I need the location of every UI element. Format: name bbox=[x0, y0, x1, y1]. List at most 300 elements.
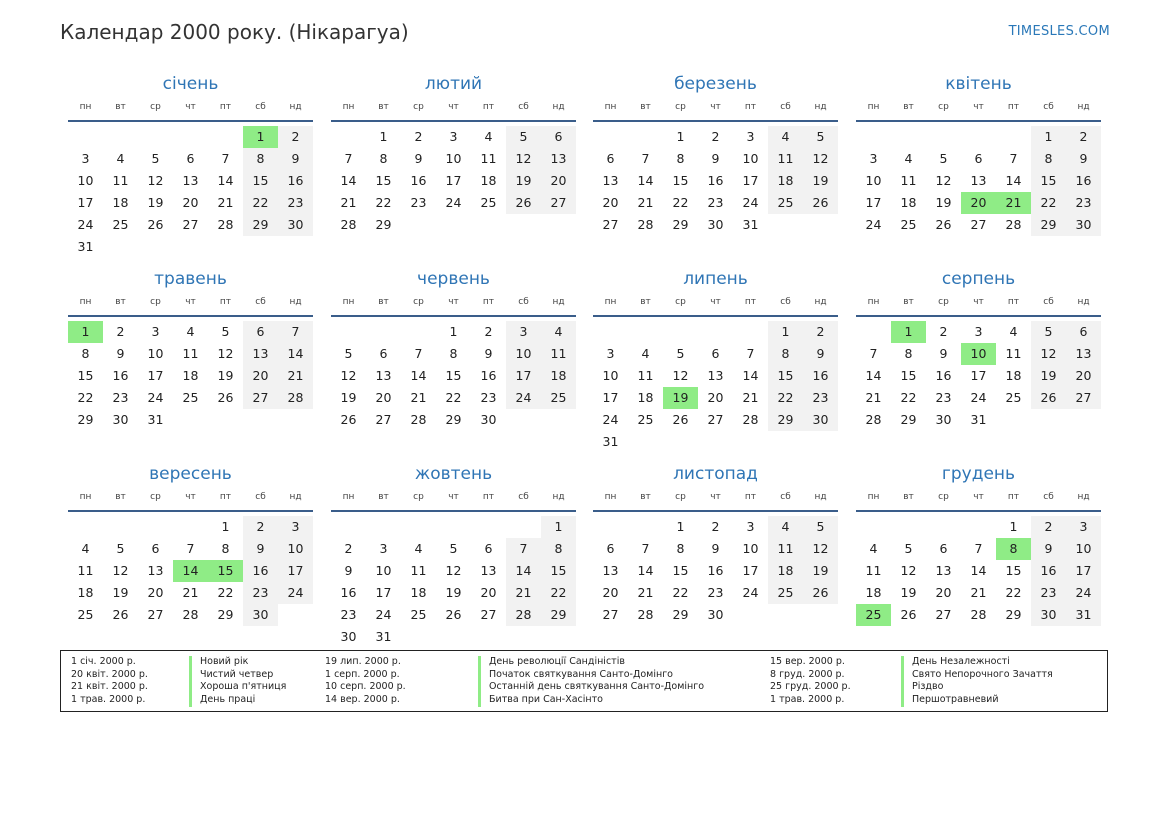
brand-link[interactable]: TIMESLES.COM bbox=[1008, 24, 1110, 39]
day-cell: 16 bbox=[1031, 560, 1066, 582]
weekday-label: пн bbox=[867, 297, 880, 307]
holiday-name: День Незалежності bbox=[901, 656, 1053, 669]
holiday-date: 14 вер. 2000 р. bbox=[325, 694, 400, 706]
day-cell: 23 bbox=[935, 390, 952, 405]
weekday-label: пт bbox=[482, 102, 495, 112]
day-cell: 21 bbox=[506, 582, 541, 604]
weekday-label: пт bbox=[482, 492, 495, 502]
day-cell: 17 bbox=[375, 585, 392, 600]
weekday-label: нд bbox=[1077, 492, 1090, 502]
day-cell: 4 bbox=[904, 151, 913, 166]
weekday-label: вт bbox=[903, 102, 914, 112]
weekday-header bbox=[593, 297, 838, 317]
day-cell: 17 bbox=[742, 563, 759, 578]
day-cell: 12 bbox=[1031, 343, 1066, 365]
day-cell: 17 bbox=[865, 195, 882, 210]
day-grid bbox=[593, 512, 838, 644]
month-block bbox=[593, 464, 838, 644]
weekday-label: чт bbox=[448, 297, 459, 307]
day-cell: 25 bbox=[480, 195, 497, 210]
day-cell: 17 bbox=[77, 195, 94, 210]
day-cell: 6 bbox=[606, 541, 615, 556]
day-cell: 10 bbox=[77, 173, 94, 188]
weekday-label: вт bbox=[903, 297, 914, 307]
day-cell: 5 bbox=[151, 151, 160, 166]
day-cell: 18 bbox=[77, 585, 94, 600]
month-block bbox=[331, 269, 576, 449]
day-cell: 30 bbox=[340, 629, 357, 644]
weekday-label: ср bbox=[675, 102, 686, 112]
day-cell: 26 bbox=[340, 412, 357, 427]
day-cell: 23 bbox=[480, 390, 497, 405]
day-cell: 11 bbox=[865, 563, 882, 578]
day-cell: 1 bbox=[1009, 519, 1018, 534]
legend-dates-column bbox=[770, 656, 851, 707]
day-cell: 9 bbox=[414, 151, 423, 166]
day-cell: 22 bbox=[217, 585, 234, 600]
day-cell: 4 bbox=[641, 346, 650, 361]
day-cell: 12 bbox=[935, 173, 952, 188]
day-cell: 2 bbox=[484, 324, 493, 339]
day-cell: 2 bbox=[116, 324, 125, 339]
weekday-label: чт bbox=[973, 492, 984, 502]
day-cell: 29 bbox=[541, 604, 576, 626]
weekday-label: сб bbox=[255, 297, 266, 307]
day-cell: 4 bbox=[484, 129, 493, 144]
day-cell: 17 bbox=[1066, 560, 1101, 582]
holiday-name: Чистий четвер bbox=[189, 669, 286, 682]
day-cell: 10 bbox=[445, 151, 462, 166]
day-cell: 24 bbox=[77, 217, 94, 232]
day-cell: 20 bbox=[147, 585, 164, 600]
day-cell: 23 bbox=[707, 585, 724, 600]
day-cell: 12 bbox=[340, 368, 357, 383]
weekday-header bbox=[331, 492, 576, 512]
day-cell: 13 bbox=[1066, 343, 1101, 365]
day-cell: 24 bbox=[742, 585, 759, 600]
day-cell: 22 bbox=[672, 585, 689, 600]
day-cell: 4 bbox=[414, 541, 423, 556]
weekday-label: вт bbox=[378, 297, 389, 307]
day-cell: 19 bbox=[112, 585, 129, 600]
weekday-label: сб bbox=[518, 297, 529, 307]
weekday-label: вт bbox=[115, 297, 126, 307]
legend-names-column bbox=[478, 656, 704, 707]
weekday-label: пн bbox=[79, 297, 92, 307]
day-cell: 8 bbox=[449, 346, 458, 361]
day-cell: 21 bbox=[340, 195, 357, 210]
weekday-label: сб bbox=[780, 102, 791, 112]
holiday-day-cell: 21 bbox=[996, 192, 1031, 214]
day-cell: 15 bbox=[672, 173, 689, 188]
weekday-label: ср bbox=[938, 297, 949, 307]
day-cell: 6 bbox=[1066, 321, 1101, 343]
day-cell: 10 bbox=[602, 368, 619, 383]
weekday-header bbox=[331, 297, 576, 317]
day-cell: 19 bbox=[445, 585, 462, 600]
holiday-name: Хороша п'ятниця bbox=[189, 681, 286, 694]
day-cell: 3 bbox=[278, 516, 313, 538]
day-cell: 8 bbox=[676, 541, 685, 556]
day-cell: 12 bbox=[217, 346, 234, 361]
day-cell: 4 bbox=[541, 321, 576, 343]
day-cell: 16 bbox=[243, 560, 278, 582]
month-name: грудень bbox=[941, 464, 1016, 484]
weekday-label: нд bbox=[814, 102, 827, 112]
weekday-label: сб bbox=[255, 492, 266, 502]
legend-dates-column bbox=[325, 656, 406, 707]
day-cell: 27 bbox=[935, 607, 952, 622]
day-cell: 9 bbox=[116, 346, 125, 361]
holiday-day-cell: 14 bbox=[173, 560, 208, 582]
day-cell: 18 bbox=[1005, 368, 1022, 383]
legend-dates-column bbox=[71, 656, 148, 707]
day-cell: 24 bbox=[506, 387, 541, 409]
day-cell: 16 bbox=[935, 368, 952, 383]
day-cell: 24 bbox=[865, 217, 882, 232]
day-cell: 18 bbox=[410, 585, 427, 600]
day-grid bbox=[331, 317, 576, 449]
day-cell: 20 bbox=[243, 365, 278, 387]
day-cell: 17 bbox=[445, 173, 462, 188]
day-cell: 8 bbox=[676, 151, 685, 166]
weekday-label: пт bbox=[744, 492, 757, 502]
day-cell: 4 bbox=[1009, 324, 1018, 339]
day-cell: 24 bbox=[375, 607, 392, 622]
day-cell: 3 bbox=[379, 541, 388, 556]
day-cell: 25 bbox=[541, 387, 576, 409]
day-cell: 18 bbox=[768, 170, 803, 192]
day-cell: 5 bbox=[939, 151, 948, 166]
day-cell: 31 bbox=[147, 412, 164, 427]
day-cell: 11 bbox=[637, 368, 654, 383]
day-cell: 26 bbox=[803, 192, 838, 214]
day-cell: 22 bbox=[77, 390, 94, 405]
day-cell: 25 bbox=[112, 217, 129, 232]
month-block bbox=[856, 464, 1101, 644]
holiday-date: 1 трав. 2000 р. bbox=[71, 694, 146, 706]
day-cell: 8 bbox=[904, 346, 913, 361]
day-cell: 13 bbox=[602, 173, 619, 188]
day-grid bbox=[68, 122, 313, 254]
day-cell: 10 bbox=[375, 563, 392, 578]
weekday-label: пт bbox=[219, 492, 232, 502]
month-name: листопад bbox=[673, 464, 758, 484]
day-cell: 25 bbox=[768, 192, 803, 214]
day-cell: 3 bbox=[1066, 516, 1101, 538]
day-cell: 3 bbox=[606, 346, 615, 361]
day-cell: 25 bbox=[768, 582, 803, 604]
day-cell: 28 bbox=[182, 607, 199, 622]
day-grid bbox=[331, 122, 576, 254]
weekday-label: пт bbox=[744, 297, 757, 307]
month-name: березень bbox=[674, 74, 757, 94]
day-cell: 20 bbox=[602, 585, 619, 600]
day-cell: 18 bbox=[865, 585, 882, 600]
weekday-label: чт bbox=[448, 102, 459, 112]
day-cell: 26 bbox=[935, 217, 952, 232]
day-cell: 13 bbox=[970, 173, 987, 188]
holiday-name: Першотравневий bbox=[901, 694, 1053, 707]
weekday-label: пн bbox=[867, 492, 880, 502]
day-cell: 8 bbox=[1031, 148, 1066, 170]
day-grid bbox=[68, 512, 313, 644]
holiday-date: 10 серп. 2000 р. bbox=[325, 681, 406, 693]
day-cell: 20 bbox=[1066, 365, 1101, 387]
day-cell: 26 bbox=[217, 390, 234, 405]
day-cell: 30 bbox=[112, 412, 129, 427]
day-cell: 17 bbox=[742, 173, 759, 188]
day-cell: 11 bbox=[768, 538, 803, 560]
day-cell: 15 bbox=[243, 170, 278, 192]
day-cell: 31 bbox=[602, 434, 619, 449]
holiday-name: Свято Непорочного Зачаття bbox=[901, 669, 1053, 682]
day-cell: 9 bbox=[484, 346, 493, 361]
day-cell: 12 bbox=[803, 538, 838, 560]
day-cell: 18 bbox=[182, 368, 199, 383]
day-cell: 13 bbox=[707, 368, 724, 383]
day-cell: 21 bbox=[637, 585, 654, 600]
holiday-date: 8 груд. 2000 р. bbox=[770, 668, 845, 680]
day-cell: 8 bbox=[768, 343, 803, 365]
day-cell: 19 bbox=[900, 585, 917, 600]
day-cell: 29 bbox=[1005, 607, 1022, 622]
day-cell: 20 bbox=[480, 585, 497, 600]
day-cell: 27 bbox=[602, 217, 619, 232]
weekday-label: пт bbox=[1007, 297, 1020, 307]
day-cell: 26 bbox=[506, 192, 541, 214]
day-cell: 22 bbox=[243, 192, 278, 214]
day-cell: 21 bbox=[742, 390, 759, 405]
weekday-label: сб bbox=[518, 102, 529, 112]
day-cell: 4 bbox=[768, 516, 803, 538]
day-cell: 7 bbox=[186, 541, 195, 556]
day-cell: 9 bbox=[243, 538, 278, 560]
weekday-label: сб bbox=[255, 102, 266, 112]
day-cell: 19 bbox=[147, 195, 164, 210]
holiday-date: 25 груд. 2000 р. bbox=[770, 681, 851, 693]
day-cell: 2 bbox=[803, 321, 838, 343]
day-cell: 21 bbox=[182, 585, 199, 600]
month-block bbox=[68, 269, 313, 449]
day-cell: 19 bbox=[935, 195, 952, 210]
day-cell: 27 bbox=[182, 217, 199, 232]
weekday-label: пт bbox=[1007, 102, 1020, 112]
day-cell: 11 bbox=[182, 346, 199, 361]
weekday-label: вт bbox=[640, 102, 651, 112]
weekday-label: сб bbox=[1043, 102, 1054, 112]
day-cell: 14 bbox=[742, 368, 759, 383]
day-cell: 14 bbox=[637, 563, 654, 578]
month-name: липень bbox=[683, 269, 748, 289]
day-cell: 20 bbox=[375, 390, 392, 405]
day-cell: 22 bbox=[445, 390, 462, 405]
day-cell: 28 bbox=[637, 607, 654, 622]
day-cell: 1 bbox=[449, 324, 458, 339]
weekday-label: вт bbox=[640, 297, 651, 307]
day-cell: 5 bbox=[221, 324, 230, 339]
day-cell: 14 bbox=[410, 368, 427, 383]
holiday-day-cell: 25 bbox=[856, 604, 891, 626]
weekday-label: сб bbox=[1043, 492, 1054, 502]
day-cell: 23 bbox=[112, 390, 129, 405]
day-cell: 31 bbox=[1066, 604, 1101, 626]
day-cell: 14 bbox=[865, 368, 882, 383]
day-cell: 30 bbox=[1031, 604, 1066, 626]
day-cell: 11 bbox=[541, 343, 576, 365]
weekday-header bbox=[593, 492, 838, 512]
day-cell: 19 bbox=[506, 170, 541, 192]
day-cell: 2 bbox=[711, 519, 720, 534]
weekday-label: ср bbox=[150, 297, 161, 307]
day-cell: 24 bbox=[602, 412, 619, 427]
day-cell: 8 bbox=[243, 148, 278, 170]
day-cell: 21 bbox=[637, 195, 654, 210]
weekday-label: нд bbox=[814, 297, 827, 307]
day-cell: 17 bbox=[970, 368, 987, 383]
day-cell: 29 bbox=[900, 412, 917, 427]
holiday-day-cell: 1 bbox=[243, 126, 278, 148]
day-cell: 16 bbox=[278, 170, 313, 192]
day-cell: 19 bbox=[217, 368, 234, 383]
holiday-day-cell: 8 bbox=[996, 538, 1031, 560]
day-cell: 1 bbox=[676, 519, 685, 534]
day-cell: 13 bbox=[147, 563, 164, 578]
day-cell: 6 bbox=[186, 151, 195, 166]
weekday-label: ср bbox=[938, 102, 949, 112]
day-cell: 31 bbox=[77, 239, 94, 254]
day-cell: 22 bbox=[541, 582, 576, 604]
day-cell: 7 bbox=[344, 151, 353, 166]
weekday-label: вт bbox=[115, 102, 126, 112]
holiday-name: День революції Сандіністів bbox=[478, 656, 704, 669]
month-block bbox=[68, 74, 313, 254]
weekday-label: ср bbox=[675, 492, 686, 502]
month-block bbox=[331, 464, 576, 644]
day-cell: 23 bbox=[803, 387, 838, 409]
day-cell: 10 bbox=[742, 541, 759, 556]
weekday-label: ср bbox=[938, 492, 949, 502]
day-cell: 28 bbox=[340, 217, 357, 232]
day-cell: 5 bbox=[803, 516, 838, 538]
day-grid bbox=[856, 512, 1101, 644]
day-cell: 24 bbox=[742, 195, 759, 210]
day-cell: 7 bbox=[1009, 151, 1018, 166]
day-cell: 1 bbox=[1031, 126, 1066, 148]
day-cell: 7 bbox=[746, 346, 755, 361]
day-cell: 27 bbox=[970, 217, 987, 232]
weekday-label: нд bbox=[1077, 102, 1090, 112]
holiday-day-cell: 15 bbox=[208, 560, 243, 582]
day-cell: 1 bbox=[768, 321, 803, 343]
day-cell: 3 bbox=[506, 321, 541, 343]
day-cell: 23 bbox=[243, 582, 278, 604]
day-cell: 17 bbox=[278, 560, 313, 582]
day-cell: 15 bbox=[77, 368, 94, 383]
day-cell: 9 bbox=[711, 151, 720, 166]
day-cell: 28 bbox=[637, 217, 654, 232]
day-cell: 27 bbox=[147, 607, 164, 622]
day-cell: 30 bbox=[1066, 214, 1101, 236]
day-cell: 26 bbox=[803, 582, 838, 604]
weekday-header bbox=[856, 102, 1101, 122]
day-cell: 18 bbox=[541, 365, 576, 387]
day-grid bbox=[593, 317, 838, 449]
day-grid bbox=[856, 317, 1101, 449]
day-cell: 7 bbox=[869, 346, 878, 361]
weekday-label: пт bbox=[219, 297, 232, 307]
month-name: лютий bbox=[424, 74, 483, 94]
day-cell: 3 bbox=[869, 151, 878, 166]
weekday-header bbox=[856, 297, 1101, 317]
day-cell: 21 bbox=[410, 390, 427, 405]
page-title: Календар 2000 року. (Нікарагуа) bbox=[60, 20, 409, 44]
weekday-header bbox=[68, 297, 313, 317]
day-cell: 2 bbox=[414, 129, 423, 144]
holiday-day-cell: 20 bbox=[961, 192, 996, 214]
day-grid bbox=[593, 122, 838, 254]
weekday-label: ср bbox=[675, 297, 686, 307]
day-cell: 15 bbox=[1005, 563, 1022, 578]
day-cell: 20 bbox=[182, 195, 199, 210]
day-cell: 11 bbox=[768, 148, 803, 170]
day-cell: 5 bbox=[344, 346, 353, 361]
day-cell: 25 bbox=[637, 412, 654, 427]
day-cell: 7 bbox=[221, 151, 230, 166]
holiday-day-cell: 19 bbox=[663, 387, 698, 409]
day-cell: 8 bbox=[81, 346, 90, 361]
holiday-date: 1 січ. 2000 р. bbox=[71, 656, 136, 667]
day-cell: 31 bbox=[970, 412, 987, 427]
day-cell: 23 bbox=[1066, 192, 1101, 214]
holiday-date: 19 лип. 2000 р. bbox=[325, 656, 401, 667]
day-cell: 1 bbox=[676, 129, 685, 144]
day-cell: 11 bbox=[900, 173, 917, 188]
day-cell: 27 bbox=[243, 387, 278, 409]
day-cell: 31 bbox=[742, 217, 759, 232]
day-cell: 17 bbox=[147, 368, 164, 383]
weekday-label: ср bbox=[413, 492, 424, 502]
day-cell: 29 bbox=[672, 607, 689, 622]
day-cell: 5 bbox=[803, 126, 838, 148]
day-cell: 29 bbox=[1031, 214, 1066, 236]
day-cell: 4 bbox=[186, 324, 195, 339]
day-cell: 23 bbox=[1031, 582, 1066, 604]
day-cell: 18 bbox=[637, 390, 654, 405]
day-cell: 18 bbox=[768, 560, 803, 582]
holiday-day-cell: 1 bbox=[68, 321, 103, 343]
day-cell: 16 bbox=[803, 365, 838, 387]
day-cell: 22 bbox=[1005, 585, 1022, 600]
month-block bbox=[593, 74, 838, 254]
day-cell: 6 bbox=[379, 346, 388, 361]
day-cell: 16 bbox=[480, 368, 497, 383]
day-cell: 20 bbox=[935, 585, 952, 600]
weekday-label: чт bbox=[185, 102, 196, 112]
day-cell: 15 bbox=[445, 368, 462, 383]
day-cell: 1 bbox=[541, 516, 576, 538]
day-cell: 13 bbox=[243, 343, 278, 365]
day-cell: 10 bbox=[742, 151, 759, 166]
day-cell: 12 bbox=[147, 173, 164, 188]
day-cell: 25 bbox=[410, 607, 427, 622]
weekday-label: сб bbox=[780, 492, 791, 502]
day-cell: 20 bbox=[602, 195, 619, 210]
month-name: жовтень bbox=[414, 464, 493, 484]
weekday-label: чт bbox=[973, 297, 984, 307]
day-cell: 14 bbox=[340, 173, 357, 188]
weekday-label: пт bbox=[219, 102, 232, 112]
